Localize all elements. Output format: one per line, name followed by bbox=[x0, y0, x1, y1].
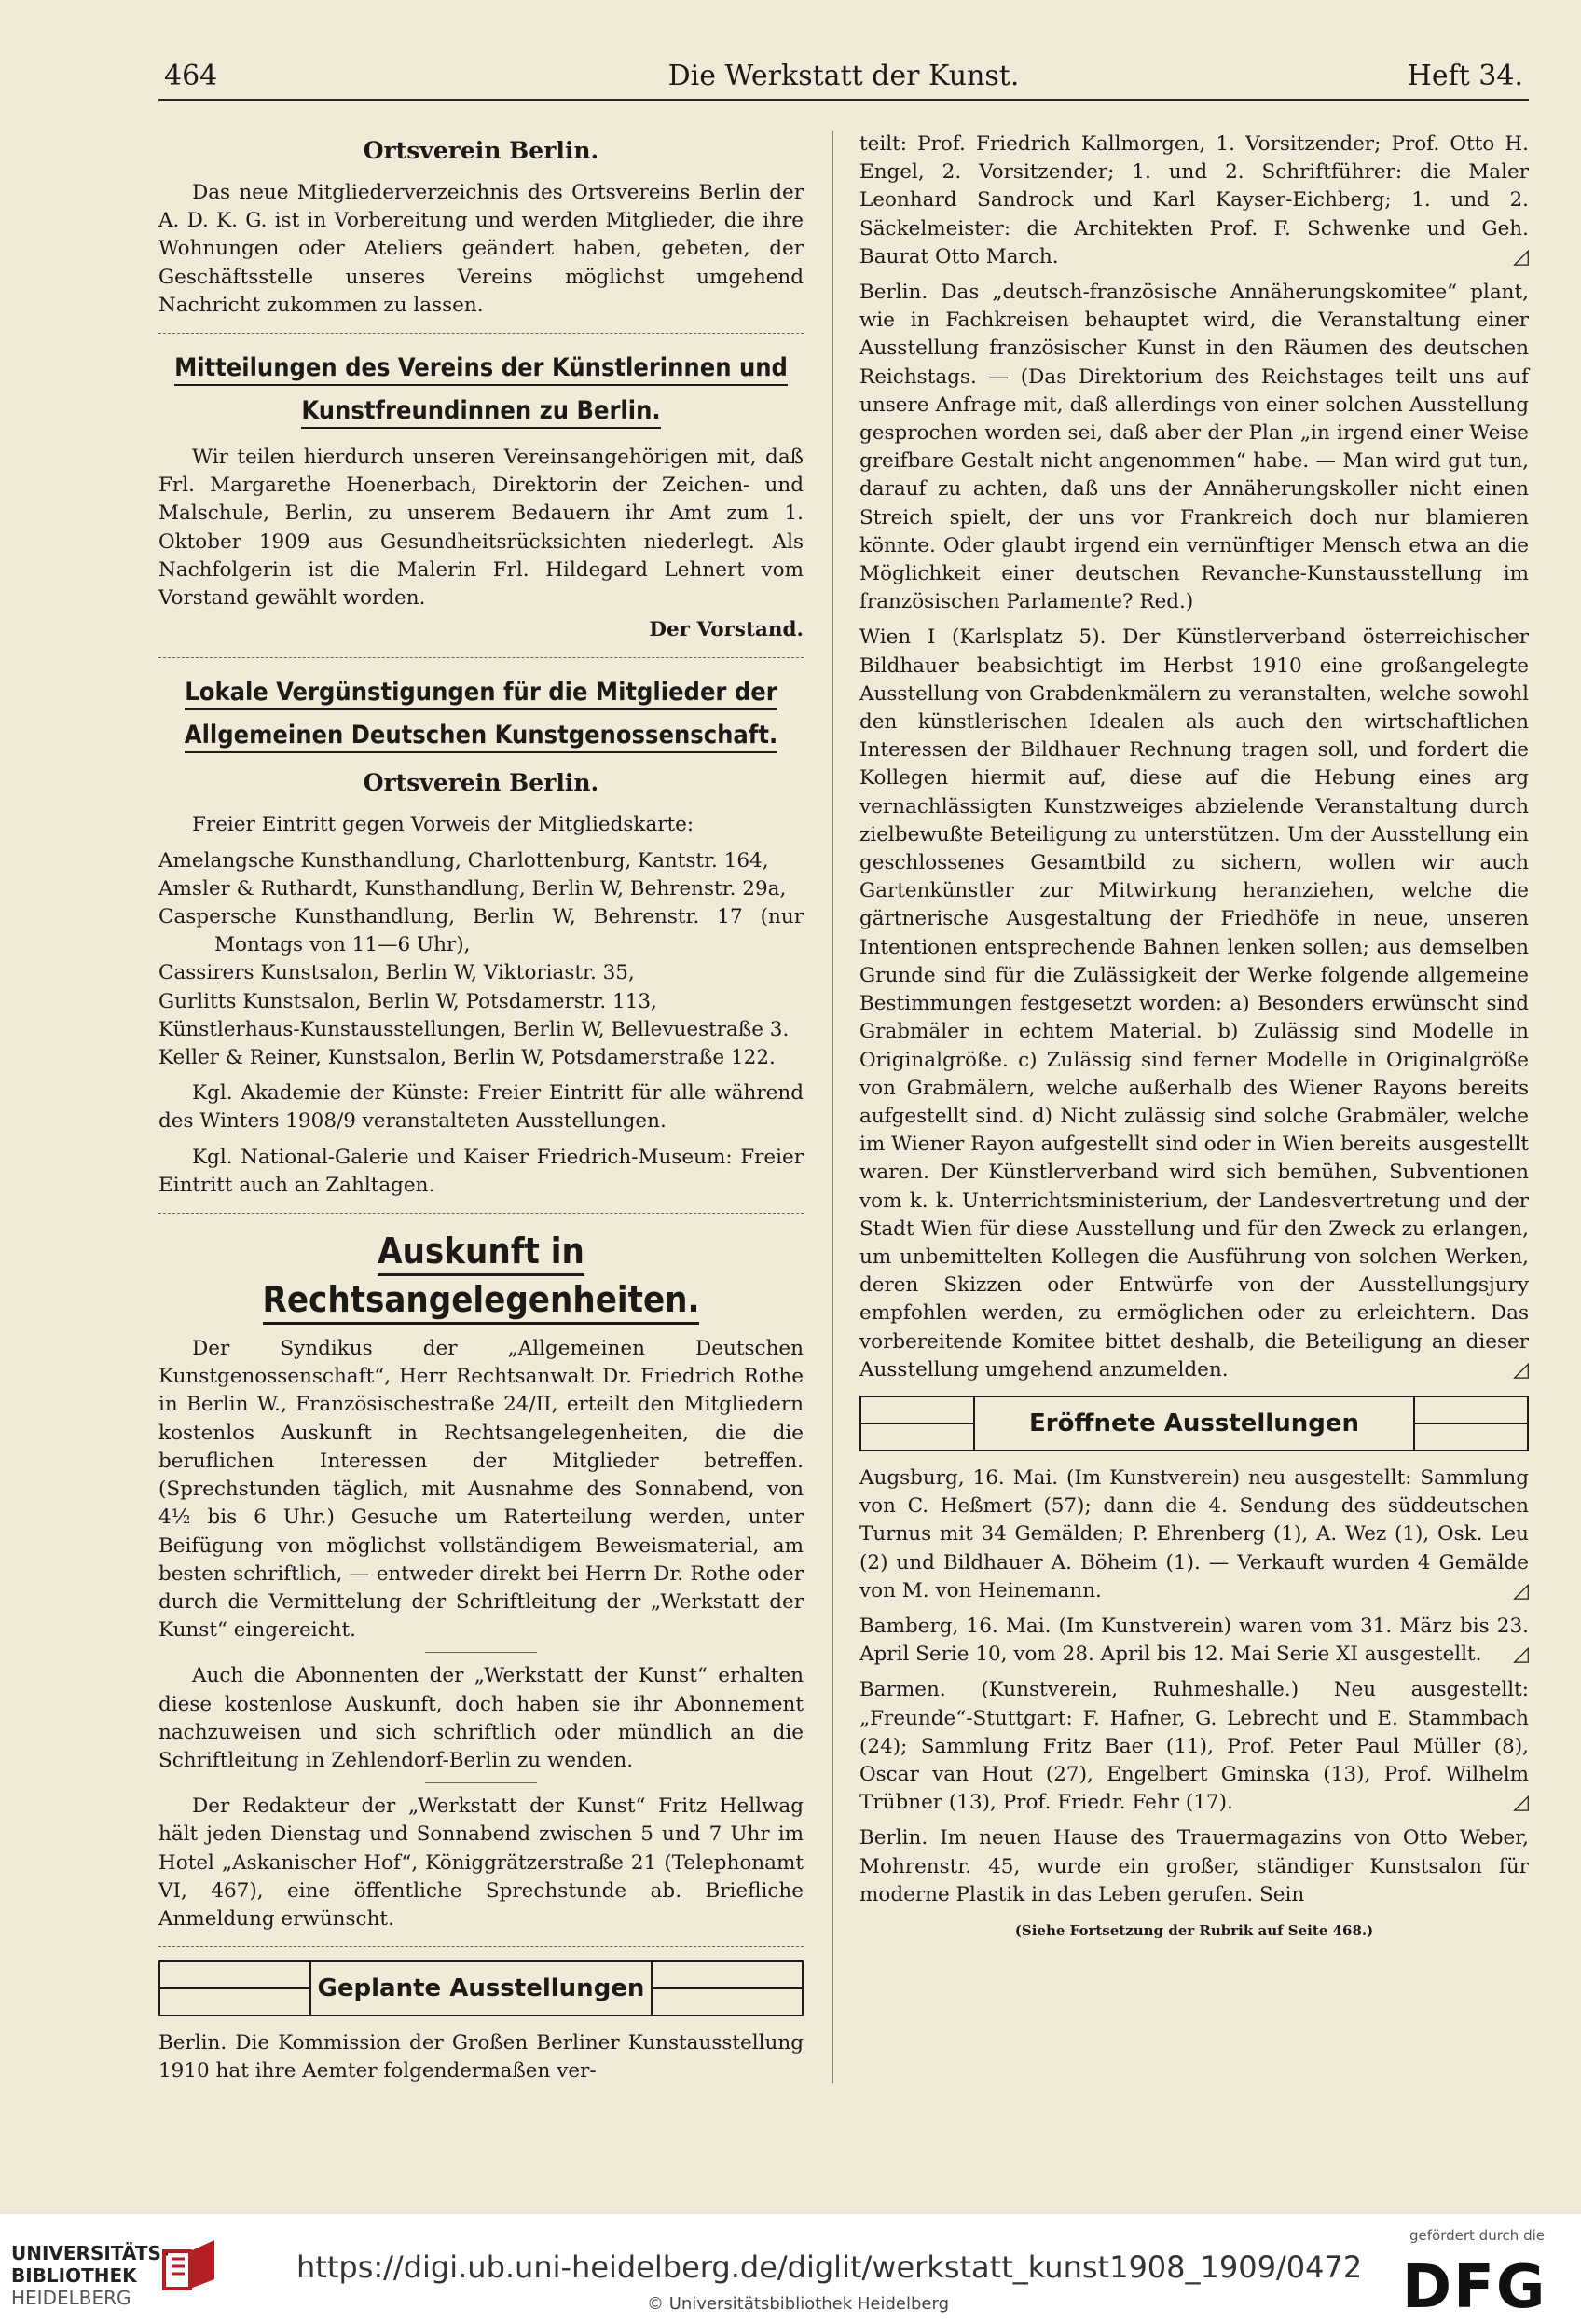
running-head bbox=[158, 58, 1529, 101]
divider bbox=[158, 1213, 804, 1214]
section-title bbox=[158, 1227, 804, 1324]
list-item: Cassirers Kunstsalon, Berlin W, Viktoriastr. 35, bbox=[158, 961, 635, 985]
triangle-mark: ◿ bbox=[1513, 244, 1529, 268]
right-column bbox=[859, 131, 1529, 1945]
issue-number: Heft 34. bbox=[1407, 60, 1523, 92]
paragraph: Wir teilen hierdurch unseren Vereinsangehörigen mit, daß Frl. Margarethe Hoenerbach, Direktorin der Zeichen- und Malschule, Berlin, zu unserem Bedauern ihr Amt zum 1. Oktober 1909 aus Gesundheitsrücksichten niederlegt. Als Nachfolgerin ist die Malerin Frl. Hildegard Lehnert vom Vorstand gewählt worden. bbox=[158, 446, 804, 611]
box-label: Eröffnete Ausstellungen bbox=[973, 1397, 1415, 1450]
section-title: Ortsverein Berlin. bbox=[363, 137, 599, 164]
left-column bbox=[158, 131, 804, 2094]
page-url-link[interactable]: https://digi.ub.uni-heidelberg.de/diglit/werkstatt_kunst1908_1909/0472 bbox=[296, 2249, 1363, 2285]
divider bbox=[425, 1782, 537, 1783]
viewer-footer bbox=[0, 2214, 1581, 2324]
text: Wien I (Karlsplatz 5). Der Künstlerverband österreichischer Bildhauer beabsichtigt im Herbst 1910 eine großangelegte Ausstellung von Grabdenkmälern zu veranstalten, welche sowohl den künstlerischen Idealen als auch den wirtschaftlichen Interessen der Bildhauer Rechnung tragen soll, und fordert die Kollegen hiermit auf, diese auf die Hebung eines arg vernachlässigten Kunstzweiges abzielende Veranstaltung durch zielbewußte Beteiligung zu unterstützen. Um der Ausstellung ein geschlossenes Gesamtbild zu sichern, wollen wir auch Gartenkünstler zur Mitwirkung heranziehen, welche die gärtnerische Ausgestaltung der Friedhöfe in neue, unseren Intentionen entsprechende Bahnen lenken sollen; aus demselben Grunde sind für die Zulässigkeit der Werke folgende allgemeine Bestimmungen festgesetzt worden: a) Besonders erwünscht sind Grabmäler in echtem Material. b) Zulässig sind Modelle in Originalgröße. c) Zulässig sind ferner Modelle in Originalgröße von Grabmälern, welche außerhalb des Wiener Rayons bereits aufgestellt sind. d) Nicht zulässig sind solche Grabmäler, welche im Wiener Rayon aufgestellt sind oder in Wien bereits ausgestellt waren. Der Künstlerverband wird sich bemühen, Subventionen vom k. k. Unterrichtsministerium, der Landesvertretung und der Stadt Wien für diese Ausstellung und für den Zweck zu erlangen, um unbemittelten Kollegen die Ausführung von solchen Werken, deren Skizzen oder Entwürfe von der Ausstellungsjury empfohlen werden, zu ermöglichen oder zu erleichtern. Das vorbereitende Komitee bittet deshalb, die Beteiligung an dieser Ausstellung umgehend anzumelden. bbox=[859, 626, 1529, 1382]
section-verguenstigungen bbox=[158, 671, 804, 1200]
library-line-2: BIBLIOTHEK bbox=[11, 2264, 137, 2287]
section-title bbox=[158, 671, 804, 757]
boxed-heading bbox=[158, 1960, 804, 2016]
paragraph: Das neue Mitgliederverzeichnis des Ortsvereins Berlin der A. D. K. G. ist in Vorbereitung und werden Mitglieder, die ihre Wohnungen oder Ateliers geändert haben, gebeten, der Geschäftsstelle unseres Vereins möglichst umgehend Nachricht zukommen zu lassen. bbox=[158, 181, 804, 317]
paragraph: Berlin. Das „deutsch-französische Annäherungskomitee“ plant, wie in Fachkreisen behauptet wird, die Veranstaltung einer Ausstellung französischer Kunst in den Räumen des deutschen Reichstags. — (Das Direktorium des Reichstages teilt uns auf unsere Anfrage mit, daß allerdings von einer solchen Ausstellung gesprochen worden sei, daß aber der Plan „in irgend einer Weise greifbare Gestalt nicht angenommen“ habe. — Man wird gut tun, darauf zu achten, daß uns der Annäherungskoller nicht einen Streich spielt, der uns vor Frankreich doch nur blamieren könnte. Oder glaubt irgend ein vernünftiger Mensch etwa an die Möglichkeit einer deutschen Revanche-Kunstausstellung im französischen Parlamente? Red.) bbox=[859, 281, 1529, 614]
divider bbox=[158, 1946, 804, 1947]
section-mitteilungen bbox=[158, 347, 804, 644]
divider bbox=[158, 333, 804, 334]
box-line bbox=[1415, 1423, 1527, 1424]
divider bbox=[158, 657, 804, 658]
list-item: Amsler & Ruthardt, Kunsthandlung, Berlin W, Behrenstr. 29a, bbox=[158, 876, 787, 901]
box-line bbox=[160, 1987, 309, 1989]
paragraph: Der Syndikus der „Allgemeinen Deutschen Kunstgenossenschaft“, Herr Rechtsanwalt Dr. Friedrich Rothe in Berlin W., Französischestraße 24/II, erteilt den Mitgliedern kostenlos Auskunft in Rechtsangelegenheiten, die die beruflichen Interessen der Mitglieder betreffen. (Sprechstunden täglich, mit Ausnahme des Sonnabend, von 4½ bis 6 Uhr.) Gesuche um Raterteilung werden, unter Beifügung von möglichst vollständigem Beweismaterial, am besten schriftlich, — entweder direkt bei Herrn Dr. Rothe oder durch die Vermittelung der Schriftleitung der „Werkstatt der Kunst“ eingereicht. bbox=[158, 1337, 804, 1643]
title-line-2: Kunstfreundinnen zu Berlin. bbox=[301, 396, 660, 429]
page-number: 464 bbox=[164, 60, 218, 92]
text: Barmen. (Kunstverein, Ruhmeshalle.) Neu ausgestellt: „Freunde“-Stuttgart: F. Hafner, G. Lebrecht und E. Stammbach (24); Sammlung Fritz Baer (11), Prof. Peter Paul Müller (8), Oscar van Hout (27), Engelbert Gminska (13), Prof. Wilhelm Trübner (13), Prof. Friedr. Fehr (17). bbox=[859, 1678, 1529, 1815]
list-item: Künstlerhaus-Kunstausstellungen, Berlin W, Bellevuestraße 3. bbox=[158, 1017, 790, 1041]
triangle-mark: ◿ bbox=[1513, 1578, 1529, 1602]
title-line-2: Allgemeinen Deutschen Kunstgenossenschaft. bbox=[185, 721, 777, 753]
box-line bbox=[653, 1987, 802, 1989]
library-name bbox=[11, 2242, 169, 2309]
library-line-1: UNIVERSITÄTS- bbox=[11, 2242, 170, 2264]
list-item: Amelangsche Kunsthandlung, Charlottenburg, Kantstr. 164, bbox=[158, 848, 769, 873]
paragraph bbox=[859, 1465, 1529, 1605]
section-ortsverein bbox=[158, 136, 804, 320]
text: Bamberg, 16. Mai. (Im Kunstverein) waren vom 31. März bis 23. April Serie 10, vom 28. April bis 12. Mai Serie XI ausgestellt. bbox=[859, 1614, 1529, 1667]
section-title bbox=[158, 347, 804, 433]
divider bbox=[425, 1652, 537, 1653]
triangle-mark: ◿ bbox=[1513, 1791, 1529, 1815]
paragraph: Auch die Abonnenten der „Werkstatt der Kunst“ erhalten diese kostenlose Auskunft, doch haben sie ihr Abonnement nachzuweisen und sich schriftlich oder mündlich an die Schriftleitung in Zehlendorf-Berlin zu wenden. bbox=[158, 1664, 804, 1772]
list-item: Caspersche Kunsthandlung, Berlin W, Behrenstr. 17 (nur Montags von 11—6 Uhr), bbox=[158, 905, 804, 957]
paragraph bbox=[859, 624, 1529, 1383]
list-item: Keller & Reiner, Kunstsalon, Berlin W, Potsdamerstraße 122. bbox=[158, 1046, 776, 1070]
journal-title: Die Werkstatt der Kunst. bbox=[667, 60, 1020, 92]
continuation-note: (Siehe Fortsetzung der Rubrik auf Seite 468.) bbox=[1014, 1921, 1374, 1939]
box-line bbox=[861, 1423, 973, 1424]
paragraph bbox=[859, 1613, 1529, 1669]
paragraph: Kgl. Akademie der Künste: Freier Eintritt für alle während des Winters 1908/9 veranstalteten Ausstellungen. bbox=[158, 1081, 804, 1134]
section-geplante bbox=[158, 1960, 804, 2085]
text: teilt: Prof. Friedrich Kallmorgen, 1. Vorsitzender; Prof. Otto H. Engel, 2. Vorsitzender; 1. und 2. Schriftführer: die Maler Leonhard Sandrock und Karl Kayser-Eichberg; 1. und 2. Säckelmeister: die Architekten Prof. F. Schwenke und Geh. Baurat Otto March. bbox=[859, 132, 1529, 268]
title-line-1: Mitteilungen des Vereins der Künstlerinnen und bbox=[174, 353, 788, 386]
copyright: © Universitätsbibliothek Heidelberg bbox=[647, 2294, 950, 2314]
library-logo-icon bbox=[157, 2235, 227, 2305]
paragraph: Freier Eintritt gegen Vorweis der Mitgliedskarte: bbox=[192, 813, 694, 837]
section-subtitle: Ortsverein Berlin. bbox=[363, 769, 599, 797]
paragraph: Der Redakteur der „Werkstatt der Kunst“ Fritz Hellwag hält jeden Dienstag und Sonnabend zwischen 5 und 7 Uhr im Hotel „Askanischer Hof“, Königgrätzerstraße 21 (Telephonamt VI, 467), eine öffentliche Sprechstunde ab. Briefliche Anmeldung erwünscht. bbox=[158, 1795, 804, 1931]
paragraph bbox=[859, 1676, 1529, 1817]
text: Augsburg, 16. Mai. (Im Kunstverein) neu ausgestellt: Sammlung von C. Heßmert (57); dann die 4. Sendung des süddeutschen Turnus mit 34 Gemälden; P. Ehrenberg (1), A. Wez (1), Osk. Leu (2) und Bildhauer A. Böheim (1). — Verkauft wurden 4 Gemälde von M. von Heinemann. bbox=[859, 1465, 1529, 1602]
column-rule bbox=[832, 131, 833, 2083]
boxed-heading bbox=[859, 1396, 1529, 1451]
dfg-caption: gefördert durch die bbox=[1409, 2227, 1545, 2244]
paragraph: Kgl. National-Galerie und Kaiser Friedrich-Museum: Freier Eintritt auch an Zahltagen. bbox=[158, 1145, 804, 1197]
title-text: Auskunft in Rechtsangelegenheiten. bbox=[263, 1231, 700, 1325]
dfg-logo: DFG bbox=[1402, 2253, 1547, 2322]
signature: Der Vorstand. bbox=[649, 618, 804, 642]
paragraph: Berlin. Die Kommission der Großen Berliner Kunstausstellung 1910 hat ihre Aemter folgendermaßen ver- bbox=[158, 2031, 804, 2083]
triangle-mark: ◿ bbox=[1513, 1643, 1529, 1667]
paragraph: Berlin. Im neuen Hause des Trauermagazins von Otto Weber, Mohrenstr. 45, wurde ein großer, ständiger Kunstsalon für moderne Plastik in das Leben gerufen. Sein bbox=[859, 1826, 1529, 1906]
title-line-1: Lokale Vergünstigungen für die Mitglieder der bbox=[185, 678, 777, 710]
library-line-3: HEIDELBERG bbox=[11, 2287, 131, 2309]
list-item: Gurlitts Kunstsalon, Berlin W, Potsdamerstr. 113, bbox=[158, 989, 657, 1013]
section-auskunft bbox=[158, 1227, 804, 1933]
box-label: Geplante Ausstellungen bbox=[309, 1962, 653, 2015]
paragraph bbox=[859, 131, 1529, 271]
triangle-mark: ◿ bbox=[1513, 1357, 1529, 1382]
